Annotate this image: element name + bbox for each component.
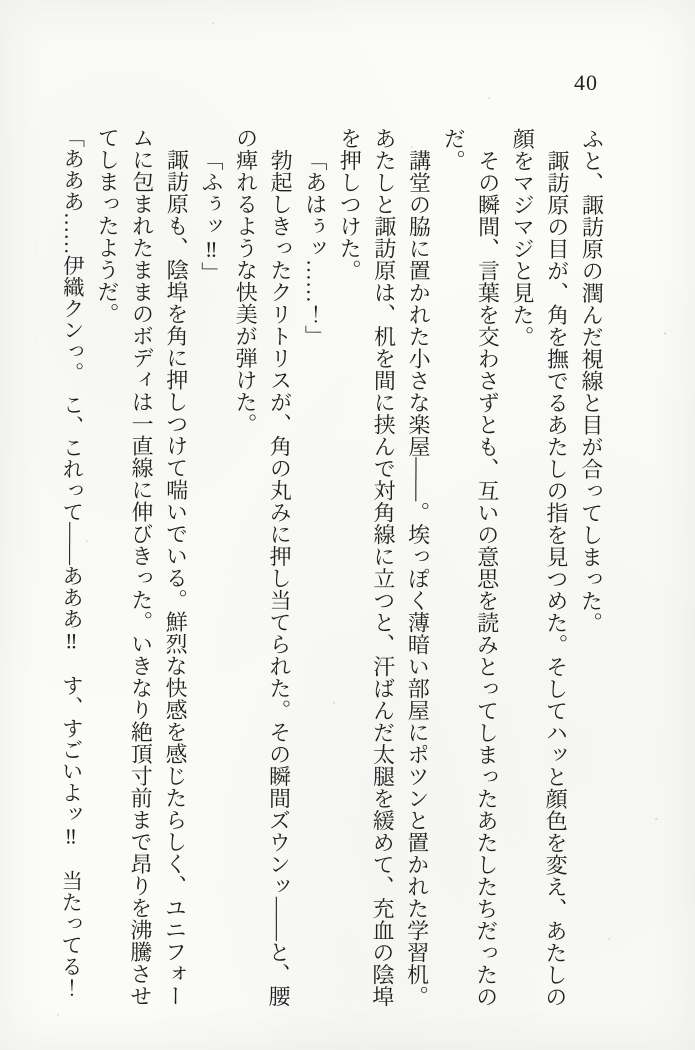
paragraph-1: ふと、諏訪原の潤んだ視線と目が合ってしまった。 [577,127,605,634]
page-number: 40 [574,70,598,95]
scan-speckle [333,702,335,704]
paragraph-6: 諏訪原も、陰埠を角に押しつけて喘いでいる。鮮烈な快感を感じたらしく、ユニフォームに包まれたままのボディは一直線に伸びきった。いきなり絶頂寸前まで昂りを沸騰させてしまったようだ。 [94,126,189,1007]
dialogue-line-2: 「ふぅッ‼」 [198,148,224,284]
body-text [52,126,608,1022]
scan-speckle [86,540,88,542]
scan-speckle [655,818,658,820]
paragraph-5: 勃起しきったクリトリスが、角の丸みに押し当てられた。その瞬間ズウンッ――と、腰の痺れるような快美が弾けた。 [232,126,293,1007]
paragraph-3: その瞬間、言葉を交わさずとも、互いの意思を読みとってしまったあたしたちだったのだ。 [440,127,501,1008]
paragraph-4: 講堂の脇に置かれた小さな楽屋――。埃っぽく薄暗い部屋にポツンと置かれた学習机。あたしと諏訪原は、机を間に挟んで対角線に立つと、汗ばんだ太腿を緩めて、充血の陰埠を押しつけた。 [336,127,432,1008]
dialogue-line-1: 「あはぅッ……！」 [301,148,328,347]
scan-speckle [608,938,610,940]
scan-speckle [411,146,413,148]
scan-speckle [664,332,666,335]
scan-speckle [212,22,214,24]
scan-speckle [57,1014,59,1016]
scan-speckle [488,97,490,99]
dialogue-line-3: 「あああ……伊織クンっ。 こ、これって――あああ‼ す、すごいよッ‼ 当たってる！ [57,126,85,999]
paragraph-2: 諏訪原の目が、角を撫でるあたしの指を見つめた。そしてハッと顔色を変え、あたしの顔をマジマジと見た。 [509,127,570,1008]
